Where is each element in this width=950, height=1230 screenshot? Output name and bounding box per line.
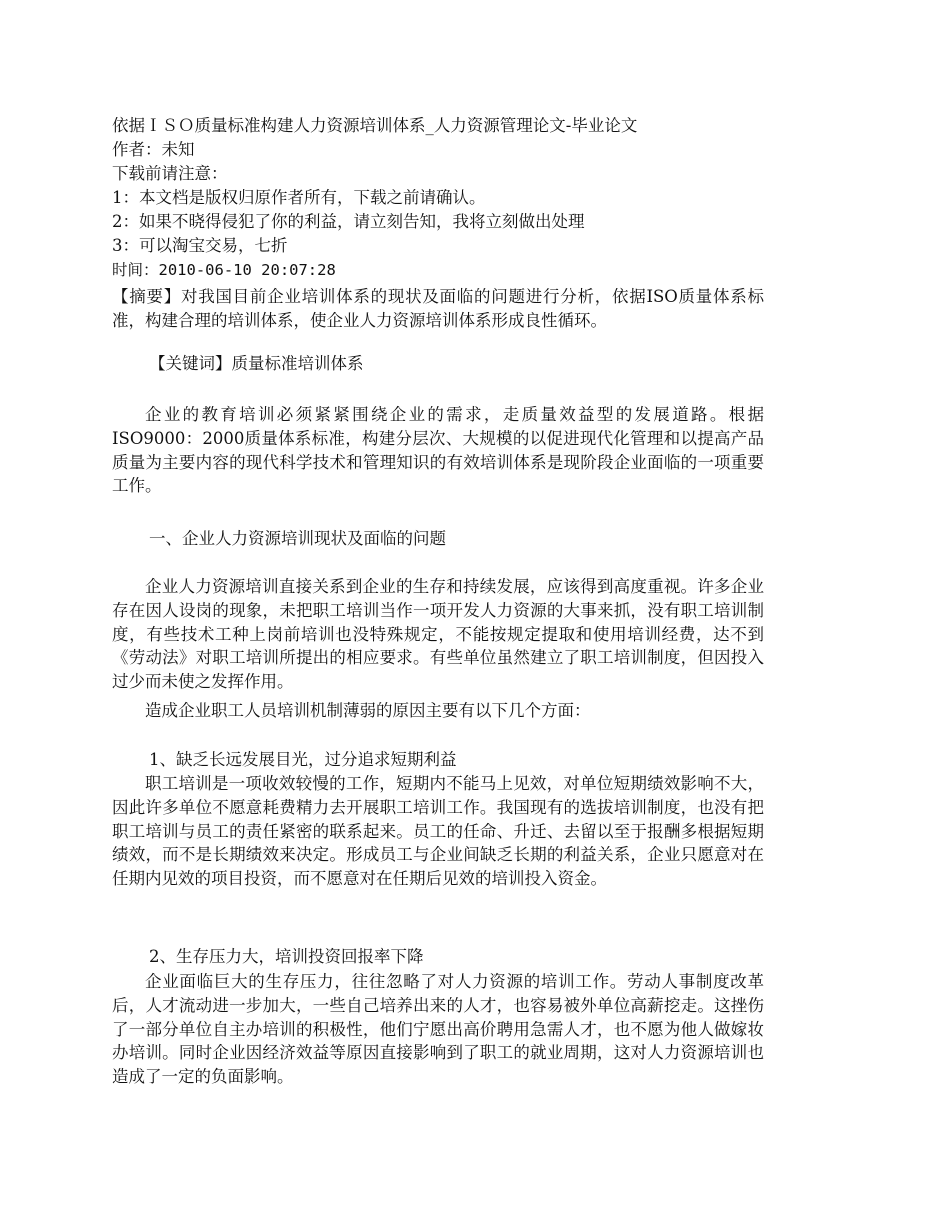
intro-paragraph: 企业的教育培训必须紧紧围绕企业的需求，走质量效益型的发展道路。根据ISO9000：2000质量体系标准，构建分层次、大规模的以促进现代化管理和以提高产品质量为主要内容的现代科学技术和管理知识的有效培训体系是现阶段企业面临的一项重要工作。: [112, 405, 764, 496]
document-title: 依据ＩＳＯ质量标准构建人力资源培训体系_人力资源管理论文-毕业论文: [112, 116, 638, 135]
body-paragraph: 造成企业职工人员培训机制薄弱的原因主要有以下几个方面：: [145, 701, 591, 720]
body-paragraph: 企业人力资源培训直接关系到企业的生存和持续发展，应该得到高度重视。许多企业存在因人设岗的现象，未把职工培训当作一项开发人力资源的大事来抓，没有职工培训制度，有些技术工种上岗前培训也没特殊规定，不能按规定提取和使用培训经费，达不到《劳动法》对职工培训所提出的相应要求。有些单位虽然建立了职工培训制度，但因投入过少而未使之发挥作用。: [112, 577, 764, 692]
body-paragraph: 企业面临巨大的生存压力，往往忽略了对人力资源的培训工作。劳动人事制度改革后，人才流动进一步加大，一些自己培养出来的人才，也容易被外单位高薪挖走。这挫伤了一部分单位自主办培训的积极性，他们宁愿出高价聘用急需人才，也不愿为他人做嫁妆办培训。同时企业因经济效益等原因直接影响到了职工的就业周期，这对人力资源培训也造成了一定的负面影响。: [112, 972, 764, 1087]
download-notice-heading: 下载前请注意：: [112, 164, 228, 183]
author-line: 作者：未知: [112, 140, 195, 159]
notice-item: 1：本文档是版权归原作者所有，下载之前请确认。: [112, 188, 486, 207]
keywords-line: 【关键词】质量标准培训体系: [149, 354, 364, 373]
notice-item: 3：可以淘宝交易，七折: [112, 236, 288, 255]
section-heading: 一、企业人力资源培训现状及面临的问题: [149, 529, 446, 548]
notice-item: 2：如果不晓得侵犯了你的利益，请立刻告知，我将立刻做出处理: [112, 212, 585, 231]
subsection-heading: 1、缺乏长远发展目光，过分追求短期利益: [149, 750, 457, 769]
subsection-heading: 2、生存压力大，培训投资回报率下降: [149, 947, 424, 966]
timestamp: 时间：2010-06-10 20:07:28: [112, 261, 336, 279]
abstract-paragraph: 【摘要】对我国目前企业培训体系的现状及面临的问题进行分析，依据ISO质量体系标准，构建合理的培训体系，使企业人力资源培训体系形成良性循环。: [112, 287, 764, 330]
body-paragraph: 职工培训是一项收效较慢的工作，短期内不能马上见效，对单位短期绩效影响不大，因此许多单位不愿意耗费精力去开展职工培训工作。我国现有的选拔培训制度，也没有把职工培训与员工的责任紧密的联系起来。员工的任命、升迁、去留以至于报酬多根据短期绩效，而不是长期绩效来决定。形成员工与企业间缺乏长期的利益关系，企业只愿意对在任期内见效的项目投资，而不愿意对在任期后见效的培训投入资金。: [112, 774, 764, 889]
